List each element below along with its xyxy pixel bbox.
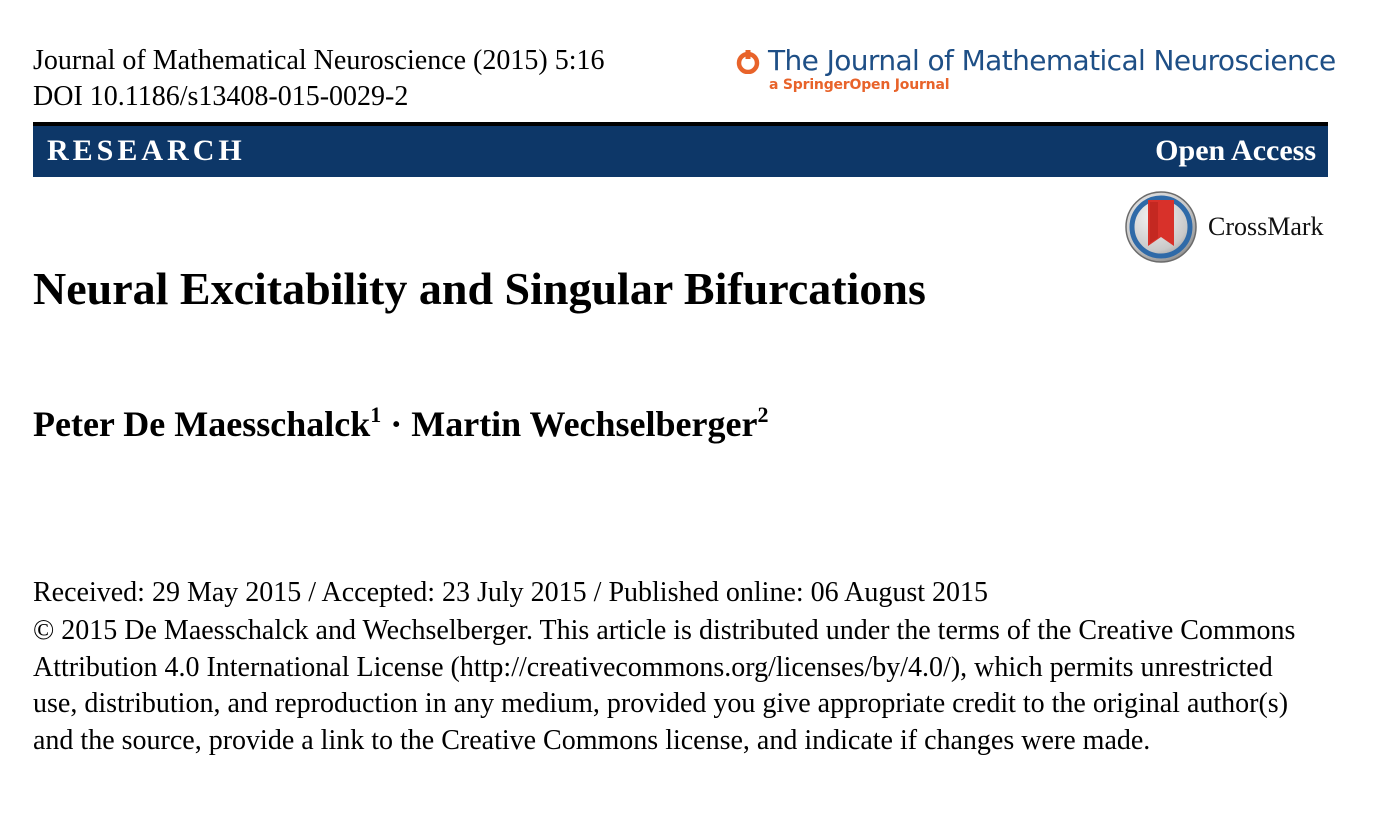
brand-journal-title: The Journal of Mathematical Neuroscience (768, 44, 1336, 77)
journal-brand[interactable] (736, 44, 1336, 93)
section-band (33, 122, 1328, 177)
author-separator: · (381, 404, 412, 444)
author-name[interactable]: Martin Wechselberger (411, 404, 758, 444)
citation-block (33, 43, 604, 115)
doi[interactable]: DOI 10.1186/s13408-015-0029-2 (33, 81, 409, 112)
article-title: Neural Excitability and Singular Bifurcations (33, 263, 926, 314)
open-access-label: Open Access (1155, 134, 1316, 167)
license-statement: © 2015 De Maesschalck and Wechselberger. This article is distributed under the terms of the Creative Commons Attribution 4.0 International License (http://creativecommons.org/licenses/by/4.0/), which permits unrestricted use, distribution, and reproduction in any medium, provided you give appropriate credit to the original author(s) and the source, provide a link to the Creative Commons license, and indicate if changes were made. (33, 615, 1296, 756)
author-affiliation: 1 (370, 402, 382, 427)
author-list (33, 403, 768, 445)
publication-dates: Received: 29 May 2015 / Accepted: 23 July 2015 / Published online: 06 August 2015 (33, 577, 989, 608)
springeropen-logo-icon (736, 50, 760, 74)
crossmark-icon (1124, 190, 1198, 264)
brand-subtitle: a SpringerOpen Journal (769, 77, 950, 93)
author-name[interactable]: Peter De Maesschalck (33, 404, 371, 444)
crossmark-label: CrossMark (1208, 212, 1324, 241)
crossmark-badge[interactable] (1124, 190, 1324, 264)
author-affiliation: 2 (757, 402, 769, 427)
article-type-label: RESEARCH (47, 134, 246, 167)
journal-citation: Journal of Mathematical Neuroscience (2015) 5:16 (33, 45, 605, 76)
